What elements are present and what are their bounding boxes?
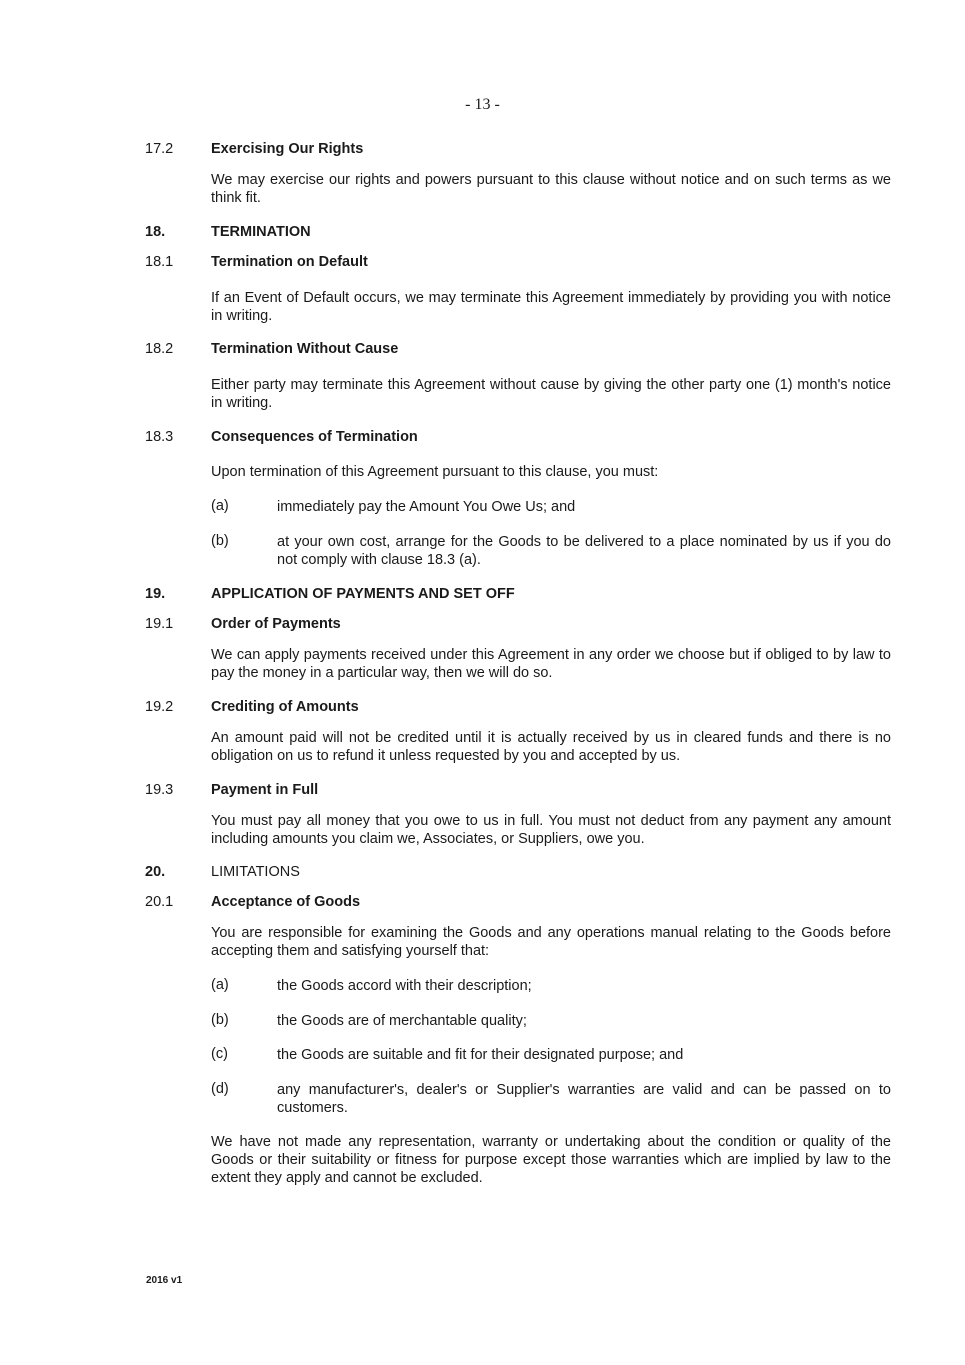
footer-version: 2016 v1 (146, 1275, 183, 1286)
list-item: any manufacturer's, dealer's or Supplier's warranties are valid and can be passed on to customers. (277, 1082, 891, 1116)
section-20-1-heading: Acceptance of Goods (211, 894, 361, 910)
section-20-number: 20. (145, 864, 166, 880)
list-item: immediately pay the Amount You Owe Us; and (277, 499, 576, 515)
section-18-heading: TERMINATION (211, 224, 311, 240)
list-item: at your own cost, arrange for the Goods to be delivered to a place nominated by us if you do not comply with clause 18.3 (a). (277, 534, 891, 568)
list-item: the Goods accord with their description; (277, 978, 532, 994)
list-label: (b) (211, 533, 229, 549)
list-label: (d) (211, 1081, 229, 1097)
section-19-2-text: An amount paid will not be credited until it is actually received by us in cleared funds and there is no obligation on us to refund it unless requested by you and accepted by us. (211, 730, 891, 764)
section-19-number: 19. (145, 586, 166, 602)
section-20-1-closing: We have not made any representation, warranty or undertaking about the condition or quality of the Goods or their suitability or fitness for purpose except those warranties which are implied by law to the extent they apply and cannot be excluded. (211, 1134, 891, 1186)
section-17-2-text: We may exercise our rights and powers pursuant to this clause without notice and on such terms as we think fit. (211, 172, 891, 206)
section-19-1-number: 19.1 (145, 616, 174, 632)
list-label: (b) (211, 1012, 229, 1028)
section-20-heading: LIMITATIONS (211, 864, 300, 880)
section-17-2-number: 17.2 (145, 141, 174, 157)
section-18-3-text: Upon termination of this Agreement pursuant to this clause, you must: (211, 464, 659, 480)
section-18-number: 18. (145, 224, 166, 240)
section-18-3-heading: Consequences of Termination (211, 429, 418, 445)
section-18-2-number: 18.2 (145, 341, 174, 357)
list-label: (a) (211, 977, 229, 993)
section-18-1-text: If an Event of Default occurs, we may terminate this Agreement immediately by providing you with notice in writing. (211, 290, 891, 324)
section-18-2-heading: Termination Without Cause (211, 341, 399, 357)
section-19-3-heading: Payment in Full (211, 782, 319, 798)
section-18-1-number: 18.1 (145, 254, 174, 270)
section-19-3-text: You must pay all money that you owe to us in full. You must not deduct from any payment any amount including amounts you claim we, Associates, or Suppliers, owe you. (211, 813, 891, 847)
section-19-1-heading: Order of Payments (211, 616, 341, 632)
section-18-1-heading: Termination on Default (211, 254, 368, 270)
section-19-3-number: 19.3 (145, 782, 174, 798)
list-label: (c) (211, 1046, 228, 1062)
page-number: - 13 - (465, 96, 500, 113)
section-20-1-number: 20.1 (145, 894, 174, 910)
list-label: (a) (211, 498, 229, 514)
section-19-heading: APPLICATION OF PAYMENTS AND SET OFF (211, 586, 515, 602)
list-item: the Goods are suitable and fit for their designated purpose; and (277, 1047, 684, 1063)
section-19-2-number: 19.2 (145, 699, 174, 715)
section-19-1-text: We can apply payments received under this Agreement in any order we choose but if obliged to by law to pay the money in a particular way, then we will do so. (211, 647, 891, 681)
section-18-2-text: Either party may terminate this Agreement without cause by giving the other party one (1) month's notice in writing. (211, 377, 891, 411)
section-18-3-number: 18.3 (145, 429, 174, 445)
list-item: the Goods are of merchantable quality; (277, 1013, 527, 1029)
section-20-1-text: You are responsible for examining the Goods and any operations manual relating to the Goods before accepting them and satisfying yourself that: (211, 925, 891, 959)
section-19-2-heading: Crediting of Amounts (211, 699, 359, 715)
section-17-2-heading: Exercising Our Rights (211, 141, 364, 157)
